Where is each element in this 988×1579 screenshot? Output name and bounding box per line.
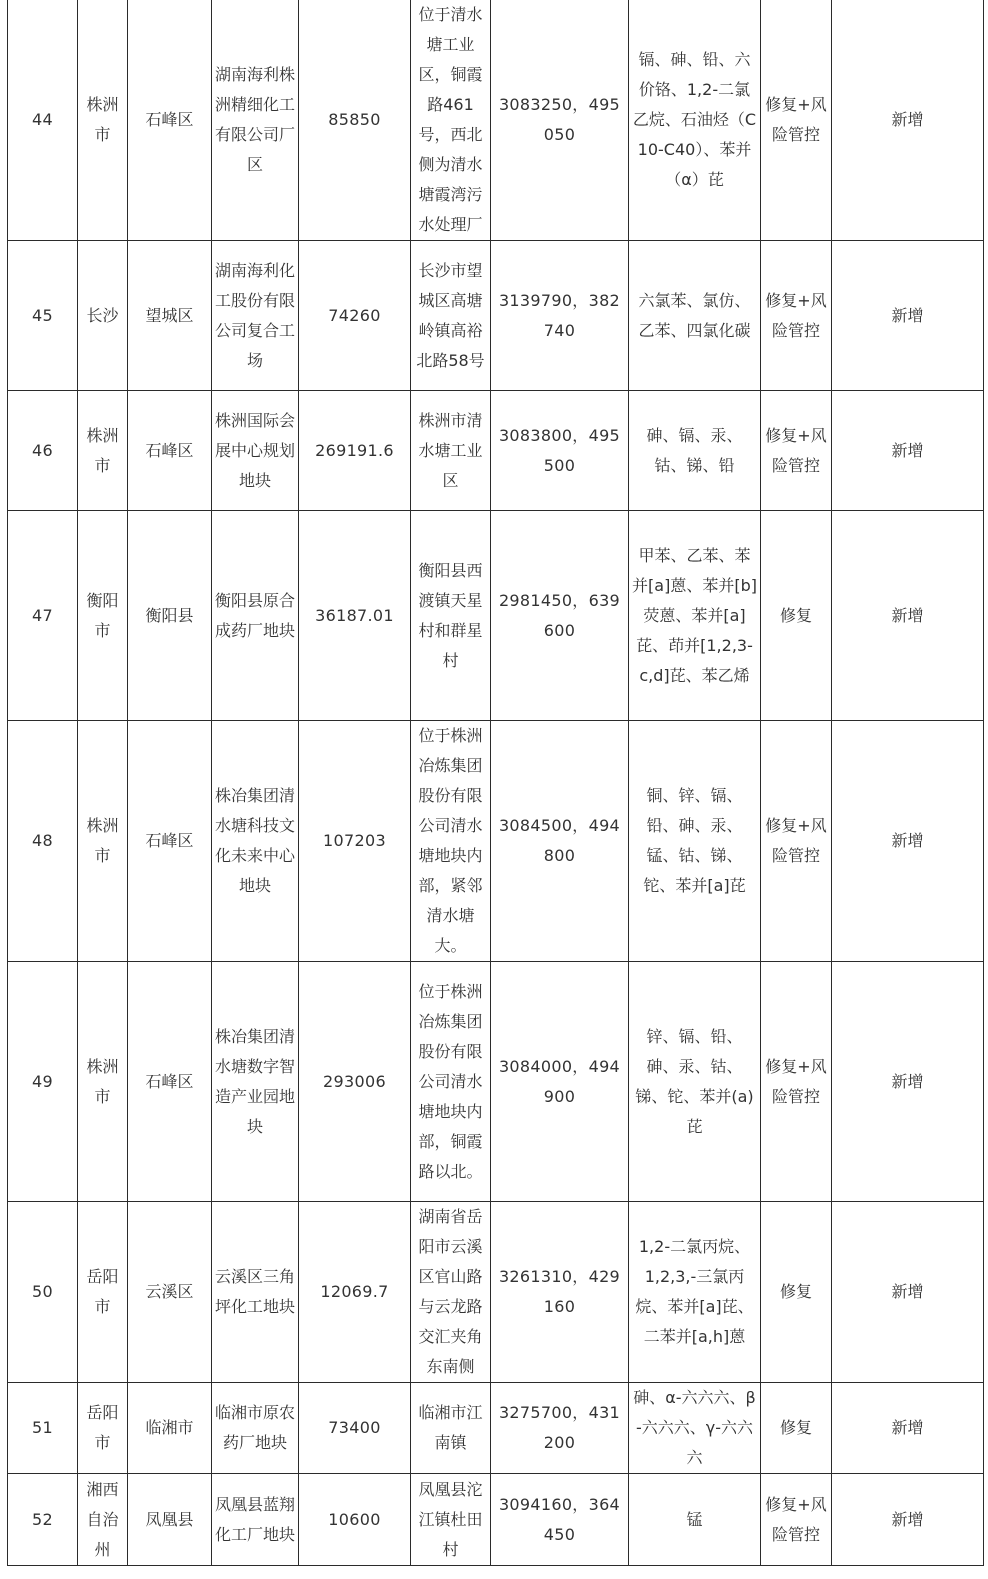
coordinates-cell: 3275700，431200 xyxy=(491,1383,629,1474)
location-cell: 位于株洲冶炼集团股份有限公司清水塘地块内部，紧邻清水塘大。 xyxy=(411,721,491,962)
district-cell: 石峰区 xyxy=(128,962,212,1202)
status-cell: 新增 xyxy=(832,1202,984,1383)
remediation-mode-cell: 修复+风险管控 xyxy=(761,0,832,241)
city-cell: 株洲市 xyxy=(78,962,128,1202)
area-cell: 36187.01 xyxy=(299,511,411,721)
status-cell: 新增 xyxy=(832,721,984,962)
coordinates-cell: 3094160，364450 xyxy=(491,1474,629,1566)
location-cell: 位于清水塘工业区，铜霞路461号，西北侧为清水塘霞湾污水处理厂 xyxy=(411,0,491,241)
area-cell: 73400 xyxy=(299,1383,411,1474)
site-name-cell: 衡阳县原合成药厂地块 xyxy=(212,511,299,721)
location-cell: 凤凰县沱江镇杜田村 xyxy=(411,1474,491,1566)
pollutants-cell: 砷、镉、汞、钴、锑、铅 xyxy=(629,391,761,511)
remediation-mode-cell: 修复+风险管控 xyxy=(761,721,832,962)
table-row xyxy=(8,241,984,391)
location-cell: 衡阳县西渡镇天星村和群星村 xyxy=(411,511,491,721)
pollutants-cell: 铜、锌、镉、铅、砷、汞、锰、钴、锑、铊、苯并[a]芘 xyxy=(629,721,761,962)
row-number-cell: 47 xyxy=(8,511,78,721)
district-cell: 云溪区 xyxy=(128,1202,212,1383)
status-cell: 新增 xyxy=(832,241,984,391)
area-cell: 293006 xyxy=(299,962,411,1202)
row-number-cell: 50 xyxy=(8,1202,78,1383)
table-row xyxy=(8,1202,984,1383)
pollutants-cell: 六氯苯、氯仿、乙苯、四氯化碳 xyxy=(629,241,761,391)
table-row xyxy=(8,391,984,511)
area-cell: 85850 xyxy=(299,0,411,241)
city-cell: 湘西自治州 xyxy=(78,1474,128,1566)
pollutants-cell: 甲苯、乙苯、苯并[a]蒽、苯并[b]荧蒽、苯并[a]芘、茚并[1,2,3-c,d]芘、苯乙烯 xyxy=(629,511,761,721)
site-name-cell: 湖南海利化工股份有限公司复合工场 xyxy=(212,241,299,391)
location-cell: 株洲市清水塘工业区 xyxy=(411,391,491,511)
row-number-cell: 49 xyxy=(8,962,78,1202)
row-number-cell: 51 xyxy=(8,1383,78,1474)
status-cell: 新增 xyxy=(832,0,984,241)
row-number-cell: 45 xyxy=(8,241,78,391)
location-cell: 临湘市江南镇 xyxy=(411,1383,491,1474)
table-row xyxy=(8,721,984,962)
district-cell: 衡阳县 xyxy=(128,511,212,721)
coordinates-cell: 3261310，429160 xyxy=(491,1202,629,1383)
coordinates-cell: 3083250，495050 xyxy=(491,0,629,241)
coordinates-cell: 3084500，494800 xyxy=(491,721,629,962)
location-cell: 长沙市望城区高塘岭镇高裕北路58号 xyxy=(411,241,491,391)
table-row xyxy=(8,511,984,721)
row-number-cell: 48 xyxy=(8,721,78,962)
district-cell: 望城区 xyxy=(128,241,212,391)
remediation-mode-cell: 修复+风险管控 xyxy=(761,1474,832,1566)
status-cell: 新增 xyxy=(832,1383,984,1474)
row-number-cell: 46 xyxy=(8,391,78,511)
table-row xyxy=(8,1474,984,1566)
district-cell: 石峰区 xyxy=(128,721,212,962)
district-cell: 石峰区 xyxy=(128,0,212,241)
site-name-cell: 凤凰县蓝翔化工厂地块 xyxy=(212,1474,299,1566)
pollutants-cell: 锰 xyxy=(629,1474,761,1566)
status-cell: 新增 xyxy=(832,962,984,1202)
status-cell: 新增 xyxy=(832,511,984,721)
remediation-mode-cell: 修复 xyxy=(761,1383,832,1474)
coordinates-cell: 3139790，382740 xyxy=(491,241,629,391)
district-cell: 石峰区 xyxy=(128,391,212,511)
city-cell: 衡阳市 xyxy=(78,511,128,721)
site-table xyxy=(7,0,984,1566)
area-cell: 10600 xyxy=(299,1474,411,1566)
site-name-cell: 临湘市原农药厂地块 xyxy=(212,1383,299,1474)
row-number-cell: 44 xyxy=(8,0,78,241)
city-cell: 长沙 xyxy=(78,241,128,391)
remediation-mode-cell: 修复+风险管控 xyxy=(761,241,832,391)
status-cell: 新增 xyxy=(832,1474,984,1566)
site-name-cell: 株洲国际会展中心规划地块 xyxy=(212,391,299,511)
table-body xyxy=(8,0,984,1566)
table-row xyxy=(8,0,984,241)
coordinates-cell: 3084000，494900 xyxy=(491,962,629,1202)
city-cell: 株洲市 xyxy=(78,391,128,511)
city-cell: 株洲市 xyxy=(78,721,128,962)
pollutants-cell: 镉、砷、铅、六价铬、1,2-二氯乙烷、石油烃（C10-C40）、苯并（α）芘 xyxy=(629,0,761,241)
district-cell: 临湘市 xyxy=(128,1383,212,1474)
site-name-cell: 湖南海利株洲精细化工有限公司厂区 xyxy=(212,0,299,241)
area-cell: 74260 xyxy=(299,241,411,391)
site-name-cell: 株冶集团清水塘数字智造产业园地块 xyxy=(212,962,299,1202)
area-cell: 269191.6 xyxy=(299,391,411,511)
city-cell: 株洲市 xyxy=(78,0,128,241)
table-row xyxy=(8,1383,984,1474)
remediation-mode-cell: 修复 xyxy=(761,1202,832,1383)
site-name-cell: 云溪区三角坪化工地块 xyxy=(212,1202,299,1383)
pollutants-cell: 砷、α-六六六、β-六六六、γ-六六六 xyxy=(629,1383,761,1474)
coordinates-cell: 3083800，495500 xyxy=(491,391,629,511)
pollutants-cell: 锌、镉、铅、砷、汞、钴、锑、铊、苯并(a)芘 xyxy=(629,962,761,1202)
district-cell: 凤凰县 xyxy=(128,1474,212,1566)
status-cell: 新增 xyxy=(832,391,984,511)
coordinates-cell: 2981450，639600 xyxy=(491,511,629,721)
location-cell: 湖南省岳阳市云溪区官山路与云龙路交汇夹角东南侧 xyxy=(411,1202,491,1383)
row-number-cell: 52 xyxy=(8,1474,78,1566)
remediation-mode-cell: 修复 xyxy=(761,511,832,721)
city-cell: 岳阳市 xyxy=(78,1383,128,1474)
table-row xyxy=(8,962,984,1202)
site-name-cell: 株冶集团清水塘科技文化未来中心地块 xyxy=(212,721,299,962)
remediation-mode-cell: 修复+风险管控 xyxy=(761,391,832,511)
remediation-mode-cell: 修复+风险管控 xyxy=(761,962,832,1202)
area-cell: 12069.7 xyxy=(299,1202,411,1383)
area-cell: 107203 xyxy=(299,721,411,962)
city-cell: 岳阳市 xyxy=(78,1202,128,1383)
pollutants-cell: 1,2-二氯丙烷、1,2,3,-三氯丙烷、苯并[a]芘、二苯并[a,h]蒽 xyxy=(629,1202,761,1383)
location-cell: 位于株洲冶炼集团股份有限公司清水塘地块内部，铜霞路以北。 xyxy=(411,962,491,1202)
